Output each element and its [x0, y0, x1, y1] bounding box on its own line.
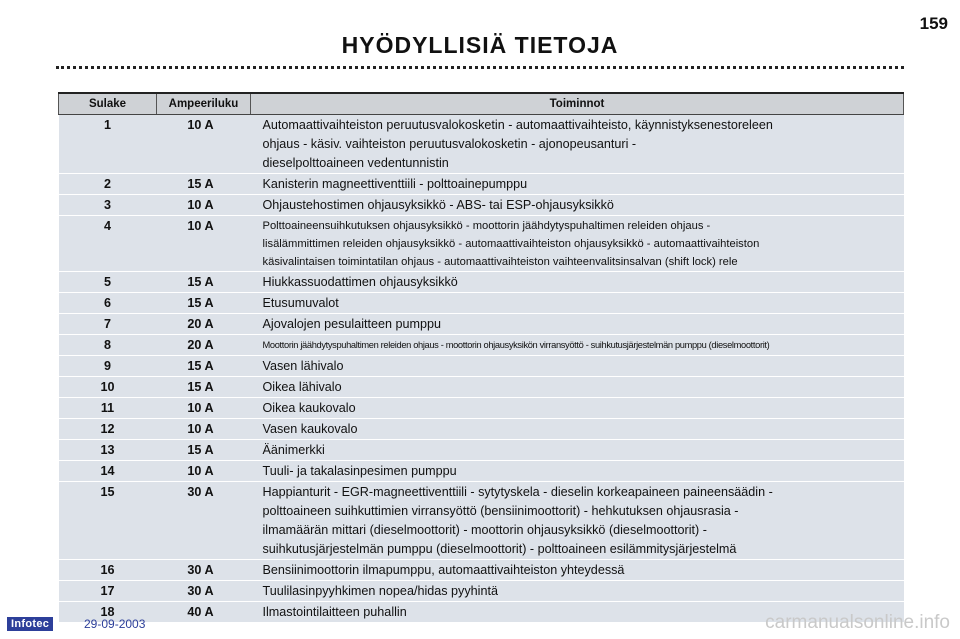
fuse-amperage: 15 A [157, 174, 251, 195]
function-line: suihkutusjärjestelmän pumppu (dieselmoottorit) - polttoaineen esilämmitysjärjestelmä [262, 542, 737, 556]
fuse-number: 4 [59, 216, 157, 272]
fuse-number: 6 [59, 293, 157, 314]
table-row [59, 356, 904, 377]
function-line: Vasen kaukovalo [262, 422, 358, 436]
function-line: Vasen lähivalo [262, 359, 344, 373]
fuse-number: 3 [59, 195, 157, 216]
fuse-functions [251, 115, 904, 174]
fuse-number: 2 [59, 174, 157, 195]
function-line: Moottorin jäähdytyspuhaltimen releiden ohjaus - moottorin ohjausyksikön virransyöttö - suihkutusjärjestelmän pumppu (dieselmoottorit) [262, 340, 770, 350]
table-row [59, 377, 904, 398]
page-title: HYÖDYLLISIÄ TIETOJA [341, 32, 619, 58]
function-line: dieselpolttoaineen vedentunnistin [262, 156, 449, 170]
fuse-number: 15 [59, 482, 157, 560]
fuse-functions [251, 195, 904, 216]
fuse-functions [251, 377, 904, 398]
fuse-functions [251, 560, 904, 581]
fuse-amperage: 10 A [157, 115, 251, 174]
fuse-functions [251, 482, 904, 560]
fuse-number: 16 [59, 560, 157, 581]
table-row [59, 335, 904, 356]
table-row [59, 174, 904, 195]
table-row [59, 216, 904, 272]
page-number: 159 [919, 14, 948, 33]
fuse-amperage: 30 A [157, 581, 251, 602]
function-line: Ohjaustehostimen ohjausyksikkö - ABS- tai ESP-ohjausyksikkö [262, 198, 614, 212]
function-line: Ajovalojen pesulaitteen pumppu [262, 317, 442, 331]
table-row [59, 398, 904, 419]
function-line: Bensiinimoottorin ilmapumppu, automaattivaihteiston yhteydessä [262, 563, 625, 577]
fuse-functions [251, 174, 904, 195]
fuse-amperage: 10 A [157, 461, 251, 482]
fuse-number: 18 [59, 602, 157, 623]
table-row [59, 581, 904, 602]
header-fuse: Sulake [59, 93, 157, 115]
function-line: lisälämmittimen releiden ohjausyksikkö - automaattivaihteiston ohjausyksikkö - automaattivaihteiston [262, 238, 760, 250]
table-row [59, 560, 904, 581]
function-line: Tuuli- ja takalasinpesimen pumppu [262, 464, 457, 478]
fuse-amperage: 10 A [157, 419, 251, 440]
function-line: Etusumuvalot [262, 296, 339, 310]
fuse-number: 8 [59, 335, 157, 356]
fuse-amperage: 20 A [157, 335, 251, 356]
fuse-functions [251, 314, 904, 335]
fuse-amperage: 40 A [157, 602, 251, 623]
fuse-number: 12 [59, 419, 157, 440]
fuse-table-body [59, 115, 904, 623]
table-row [59, 419, 904, 440]
fuse-functions [251, 398, 904, 419]
fuse-amperage: 15 A [157, 440, 251, 461]
fuse-functions [251, 419, 904, 440]
function-line: Oikea kaukovalo [262, 401, 356, 415]
fuse-number: 7 [59, 314, 157, 335]
fuse-number: 9 [59, 356, 157, 377]
table-row [59, 461, 904, 482]
fuse-number: 1 [59, 115, 157, 174]
footer-date: 29-09-2003 [84, 617, 146, 631]
fuse-amperage: 10 A [157, 216, 251, 272]
fuse-amperage: 15 A [157, 272, 251, 293]
fuse-number: 17 [59, 581, 157, 602]
fuse-functions [251, 461, 904, 482]
fuse-functions [251, 440, 904, 461]
fuse-amperage: 15 A [157, 356, 251, 377]
table-row [59, 293, 904, 314]
fuse-number: 14 [59, 461, 157, 482]
table-row [59, 272, 904, 293]
table-row [59, 440, 904, 461]
table-row [59, 115, 904, 174]
function-line: Hiukkassuodattimen ohjausyksikkö [262, 275, 458, 289]
function-line: Ilmastointilaitteen puhallin [262, 605, 407, 619]
fuse-functions [251, 581, 904, 602]
fuse-amperage: 10 A [157, 398, 251, 419]
fuse-number: 13 [59, 440, 157, 461]
fuse-amperage: 15 A [157, 377, 251, 398]
function-line: Tuulilasinpyyhkimen nopea/hidas pyyhintä [262, 584, 498, 598]
fuse-functions [251, 293, 904, 314]
fuse-number: 10 [59, 377, 157, 398]
function-line: Polttoaineensuihkutuksen ohjausyksikkö - moottorin jäähdytyspuhaltimen releiden ohjaus - [262, 220, 711, 232]
fuse-number: 11 [59, 398, 157, 419]
table-row [59, 482, 904, 560]
function-line: ohjaus - käsiv. vaihteiston peruutusvalokosketin - ajonopeusanturi - [262, 137, 637, 151]
fuse-functions [251, 335, 904, 356]
header-functions: Toiminnot [251, 93, 904, 115]
table-row [59, 195, 904, 216]
table-row [59, 314, 904, 335]
fuse-amperage: 30 A [157, 560, 251, 581]
fuse-amperage: 20 A [157, 314, 251, 335]
function-line: Oikea lähivalo [262, 380, 342, 394]
table-header-row [59, 93, 904, 115]
function-line: käsivalintaisen toimintatilan ohjaus - automaattivaihteiston vaihteenvalitsinsalvan (shift lock) rele [262, 256, 738, 268]
fuse-functions [251, 356, 904, 377]
function-line: Kanisterin magneettiventtiili - polttoainepumppu [262, 177, 528, 191]
dotted-divider [56, 66, 904, 69]
infotec-logo: Infotec [7, 617, 53, 631]
watermark: carmanualsonline.info [765, 612, 950, 633]
fuse-amperage: 15 A [157, 293, 251, 314]
fuse-functions [251, 216, 904, 272]
header-amperage: Ampeeriluku [157, 93, 251, 115]
fuse-functions [251, 272, 904, 293]
fuse-number: 5 [59, 272, 157, 293]
function-line: Äänimerkki [262, 443, 325, 457]
function-line: Happianturit - EGR-magneettiventtiili - sytytyskela - dieselin korkeapaineen paineensäädin - [262, 485, 773, 499]
fuse-amperage: 30 A [157, 482, 251, 560]
fuse-amperage: 10 A [157, 195, 251, 216]
fuse-table [58, 92, 904, 622]
function-line: ilmamäärän mittari (dieselmoottorit) - moottorin ohjausyksikkö (dieselmoottorit) - [262, 523, 707, 537]
function-line: polttoaineen suihkuttimien virransyöttö (bensiinimoottorit) - hehkutuksen ohjausrasia - [262, 504, 739, 518]
function-line: Automaattivaihteiston peruutusvalokosketin - automaattivaihteisto, käynnistyksenestoreleen [262, 118, 773, 132]
